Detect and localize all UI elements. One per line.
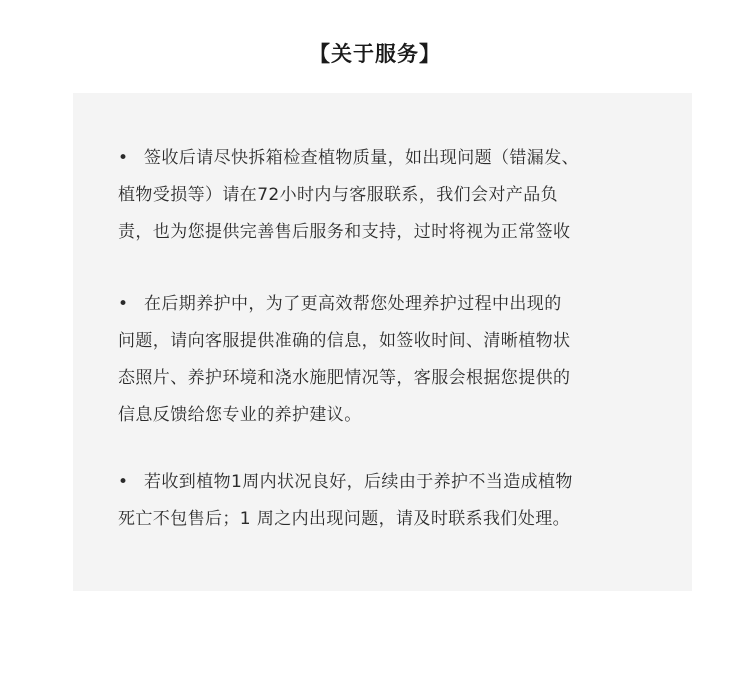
text-line (118, 464, 648, 501)
text-line: 态照片、养护环境和浇水施肥情况等，客服会根据您提供的 (118, 368, 571, 388)
line-text: 若收到植物1周内状况良好，后续由于养护不当造成植物 (144, 472, 573, 492)
text-line (118, 140, 648, 177)
service-item-inspection (118, 140, 648, 251)
bullet-icon: • (118, 148, 129, 168)
bullet-icon: • (118, 472, 129, 492)
text-line: 死亡不包售后；1 周之内出现问题，请及时联系我们处理。 (118, 509, 571, 529)
text-line: 信息反馈给您专业的养护建议。 (118, 405, 362, 425)
text-line: 责，也为您提供完善售后服务和支持，过时将视为正常签收 (118, 222, 571, 242)
service-item-after-sale (118, 464, 648, 538)
line-text: 签收后请尽快拆箱检查植物质量，如出现问题（错漏发、 (144, 148, 579, 168)
text-line: 植物受损等）请在72小时内与客服联系，我们会对产品负 (118, 185, 559, 205)
page-title: 【关于服务】 (309, 42, 441, 66)
line-text: 在后期养护中，为了更高效帮您处理养护过程中出现的 (144, 294, 562, 314)
text-line: 问题，请向客服提供准确的信息，如签收时间、清晰植物状 (118, 331, 571, 351)
text-line (118, 286, 648, 323)
service-item-care-advice (118, 286, 648, 434)
bullet-icon: • (118, 294, 129, 314)
